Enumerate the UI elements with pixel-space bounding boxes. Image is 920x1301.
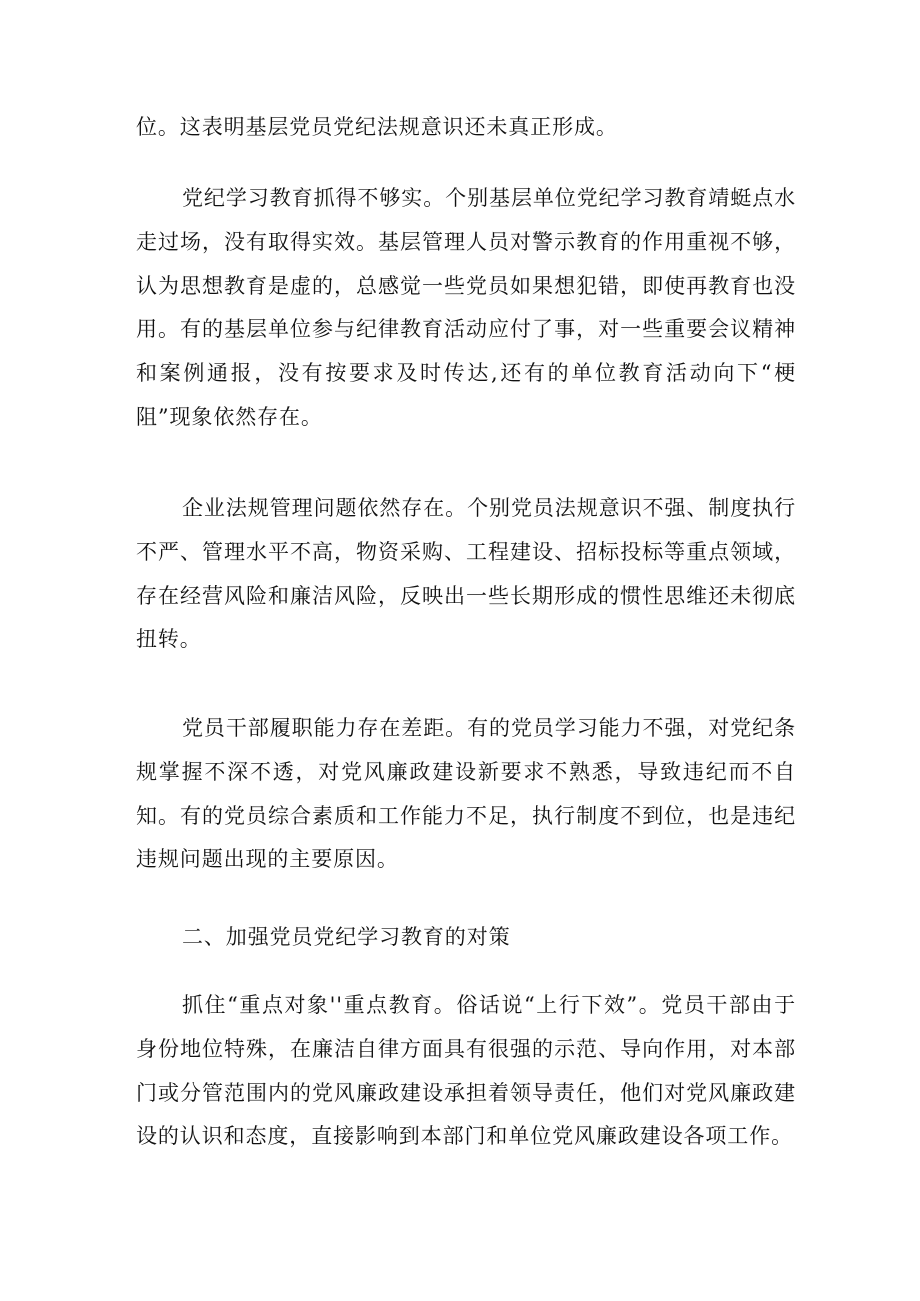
paragraph-key-targets: 抓住“重点对象''重点教育。俗话说“上行下效”。党员干部由于身份地位特殊，在廉洁自律方面具有很强的示范、导向作用，对本部门或分管范围内的党风廉政建设承担着领导责任，他们对党风廉政建设的认识和态度，直接影响到本部门和单位党风廉政建设各项工作。 — [136, 993, 796, 1149]
paragraph-capability-gap: 党员干部履职能力存在差距。有的党员学习能力不强，对党纪条规掌握不深不透，对党风廉政建设新要求不熟悉，导致违纪而不自知。有的党员综合素质和工作能力不足，执行制度不到位，也是违纪违规问题出现的主要原因。 — [136, 716, 796, 872]
section-heading: 二、加强党员党纪学习教育的对策 — [182, 925, 511, 949]
paragraph-continuation: 位。这表明基层党员党纪法规意识还未真正形成。 — [136, 115, 618, 139]
paragraph-study-education: 党纪学习教育抓得不够实。个别基层单位党纪学习教育靖蜓点水走过场，没有取得实效。基层管理人员对警示教育的作用重视不够，认为思想教育是虚的，总感觉一些党员如果想犯错，即使再教育也没用。有的基层单位参与纪律教育活动应付了事，对一些重要会议精神和案例通报，没有按要求及时传达,还有的单位教育活动向下“梗阻”现象依然存在。 — [136, 186, 796, 429]
paragraph-regulation-management: 企业法规管理问题依然存在。个别党员法规意识不强、制度执行不严、管理水平不高，物资采购、工程建设、招标投标等重点领域，存在经营风险和廉洁风险，反映出一些长期形成的惯性思维还未彻底扭转。 — [136, 496, 796, 652]
